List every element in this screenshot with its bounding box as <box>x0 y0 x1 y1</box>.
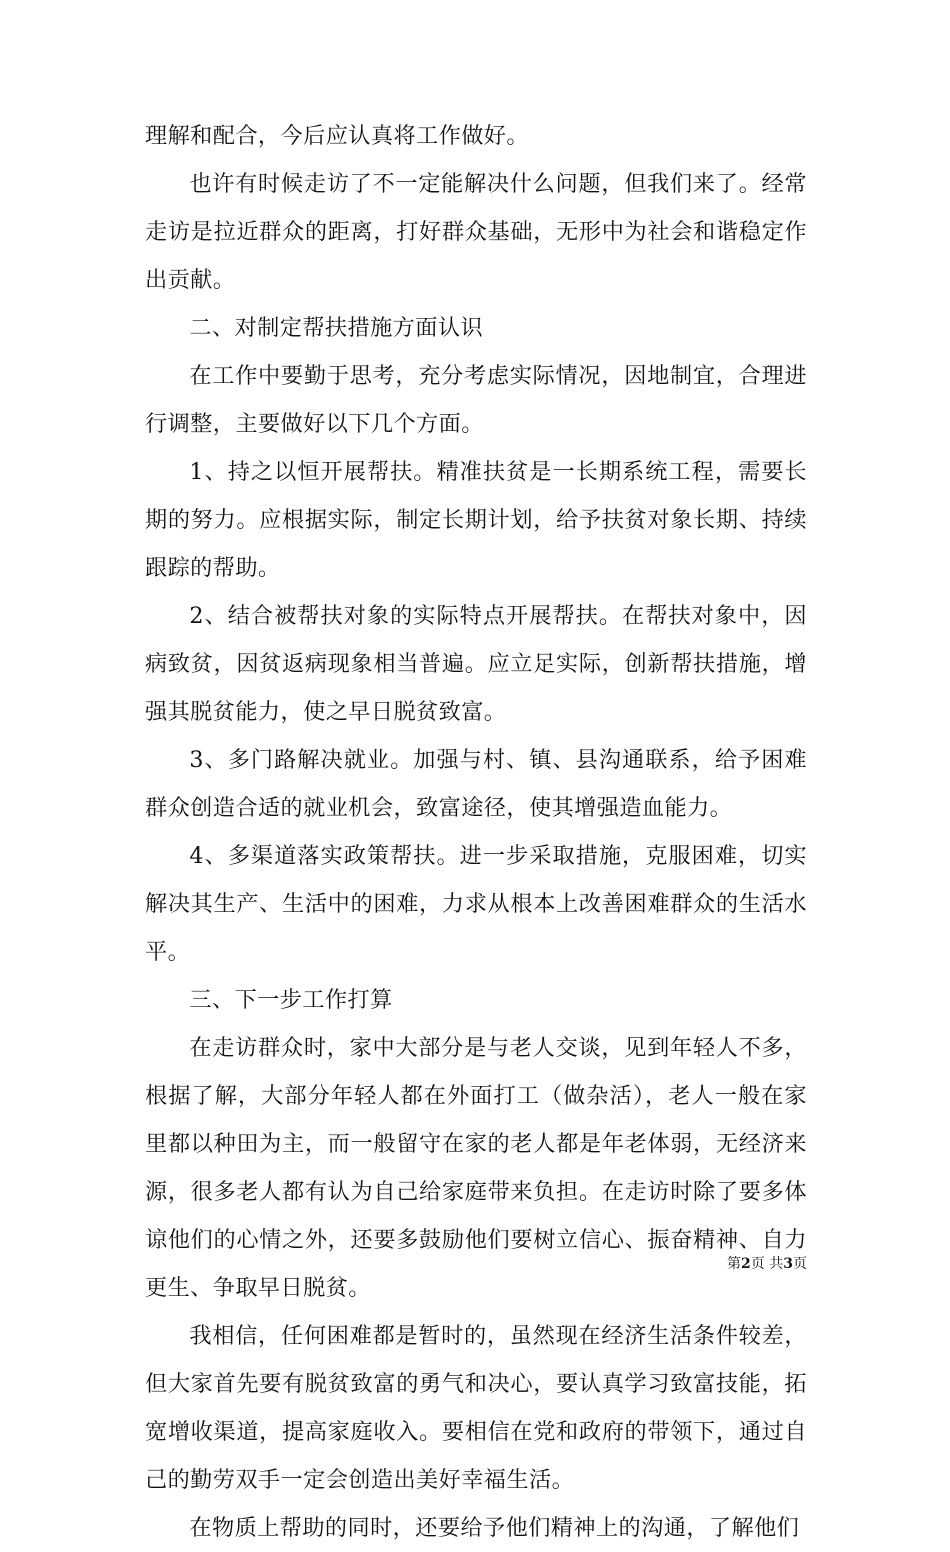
list-item-3: 3、多门路解决就业。加强与村、镇、县沟通联系，给予困难群众创造合适的就业机会，致富途径，使其增强造血能力。 <box>145 747 807 821</box>
paragraph-1: 理解和配合，今后应认真将工作做好。 <box>145 123 529 149</box>
document-body <box>145 112 807 1552</box>
section-heading-3: 三、下一步工作打算 <box>189 987 393 1013</box>
footer-current-page: 2 <box>741 1256 751 1272</box>
paragraph-10: 在走访群众时，家中大部分是与老人交谈，见到年轻人不多，根据了解，大部分年轻人都在外面打工（做杂活），老人一般在家里都以种田为主，而一般留守在家的老人都是年老体弱，无经济来源，很多老人都有认为自己给家庭带来负担。在走访时除了要多体谅他们的心情之外，还要多鼓励他们要树立信心、振奋精神、自力更生、争取早日脱贫。 <box>145 1035 807 1301</box>
paragraph-12: 在物质上帮助的同时，还要给予他们精神上的沟通，了解他们 <box>189 1515 800 1541</box>
list-item-2: 2、结合被帮扶对象的实际特点开展帮扶。在帮扶对象中，因病致贫，因贫返病现象相当普遍。应立足实际，创新帮扶措施，增强其脱贫能力，使之早日脱贫致富。 <box>145 603 807 725</box>
page-number-footer <box>727 1254 807 1274</box>
footer-prefix: 第 <box>727 1256 742 1272</box>
list-item-1: 1、持之以恒开展帮扶。精准扶贫是一长期系统工程，需要长期的努力。应根据实际，制定长期计划，给予扶贫对象长期、持续跟踪的帮助。 <box>145 459 807 581</box>
paragraph-4: 在工作中要勤于思考，充分考虑实际情况，因地制宜，合理进行调整，主要做好以下几个方面。 <box>145 363 807 437</box>
footer-total-pages: 3 <box>783 1256 793 1272</box>
section-heading-2: 二、对制定帮扶措施方面认识 <box>189 315 484 341</box>
footer-middle: 页 共 <box>750 1256 784 1272</box>
paragraph-11: 我相信，任何困难都是暂时的，虽然现在经济生活条件较差，但大家首先要有脱贫致富的勇气和决心，要认真学习致富技能，拓宽增收渠道，提高家庭收入。要相信在党和政府的带领下，通过自己的勤劳双手一定会创造出美好幸福生活。 <box>145 1323 807 1493</box>
list-item-4: 4、多渠道落实政策帮扶。进一步采取措施，克服困难，切实解决其生产、生活中的困难，力求从根本上改善困难群众的生活水平。 <box>145 843 807 965</box>
paragraph-2: 也许有时候走访了不一定能解决什么问题，但我们来了。经常走访是拉近群众的距离，打好群众基础，无形中为社会和谐稳定作出贡献。 <box>145 171 807 293</box>
footer-suffix: 页 <box>793 1256 807 1272</box>
